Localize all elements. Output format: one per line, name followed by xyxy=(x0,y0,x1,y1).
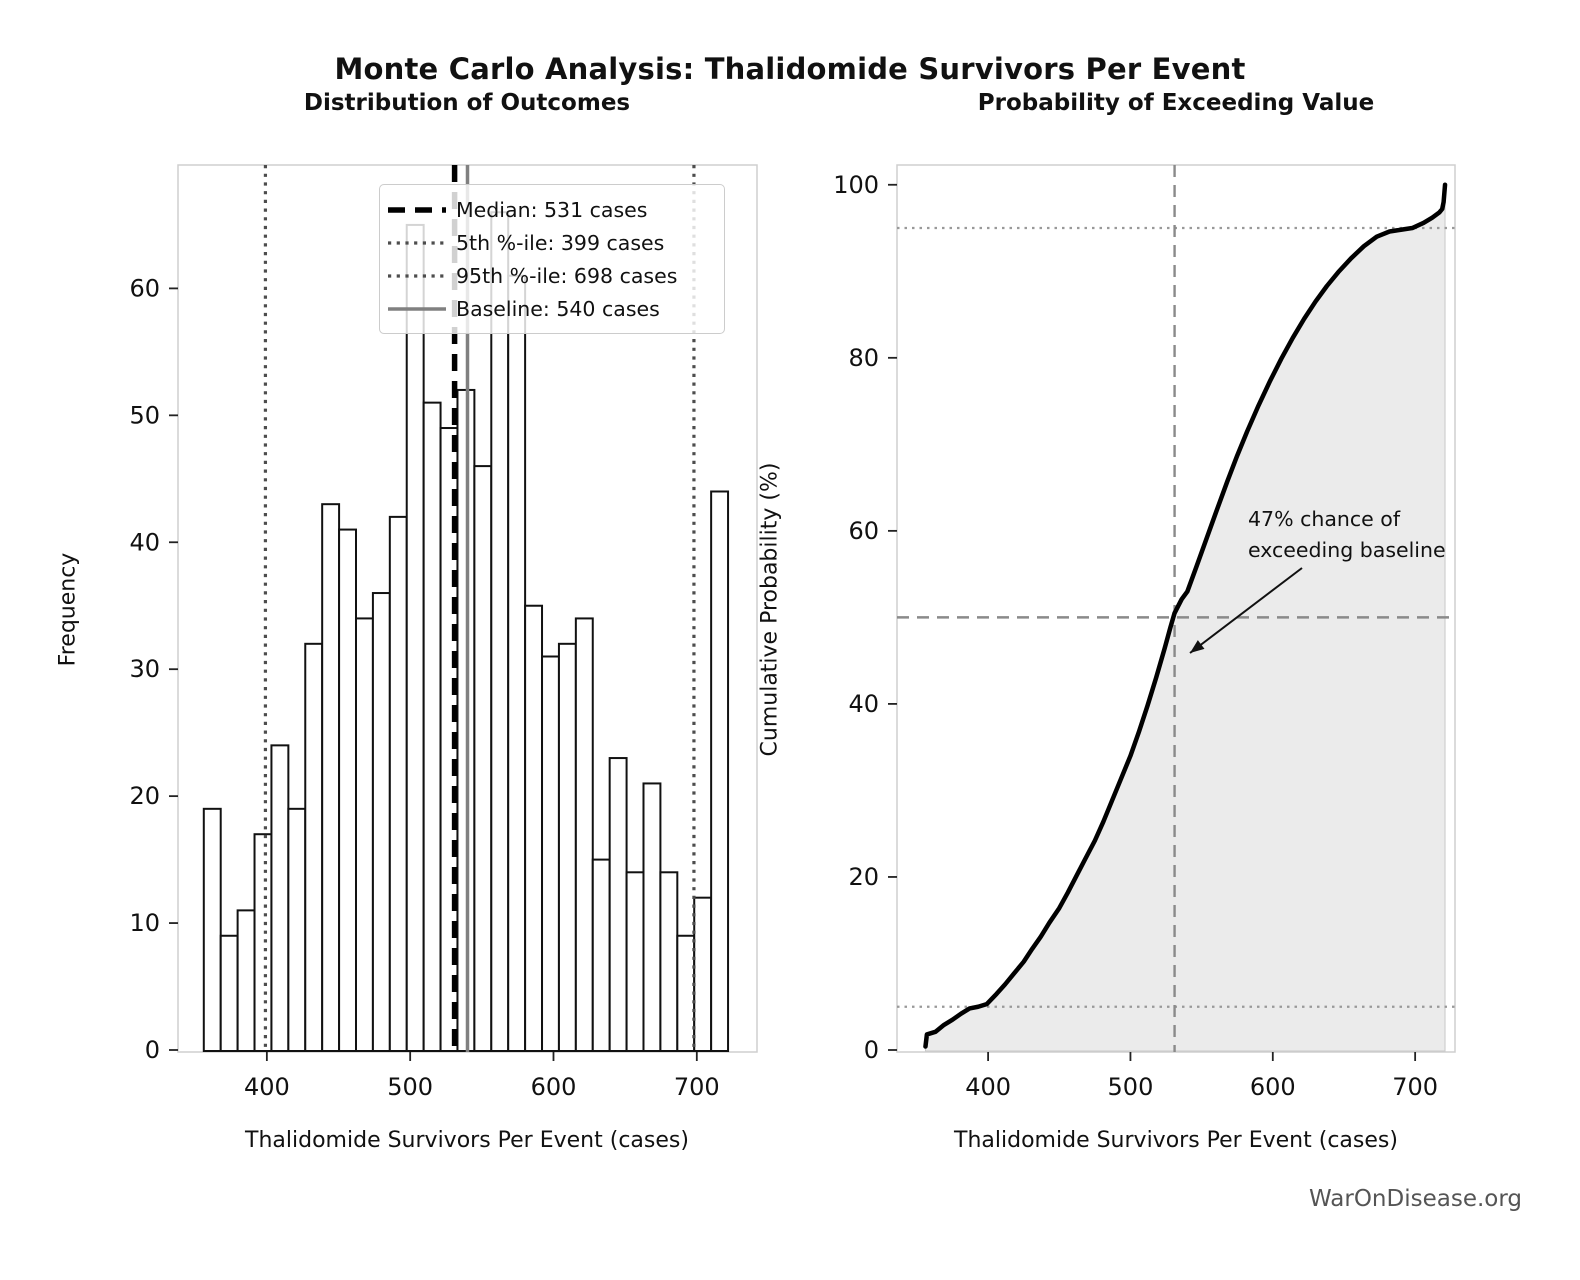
x-tick-label: 500 xyxy=(387,1073,434,1101)
annotation-line-2: exceeding baseline xyxy=(1248,538,1446,562)
histogram-bar xyxy=(677,936,694,1051)
cdf-xaxis-label: Thalidomide Survivors Per Event (cases) xyxy=(954,1128,1398,1153)
y-tick-label: 60 xyxy=(848,516,879,545)
histogram-bar xyxy=(255,834,272,1051)
legend-label: Median: 531 cases xyxy=(456,197,648,222)
histogram-bar xyxy=(221,936,238,1051)
legend xyxy=(379,184,725,334)
y-tick-label: 40 xyxy=(848,689,879,718)
legend-label: Baseline: 540 cases xyxy=(456,296,660,321)
histogram-bar xyxy=(204,809,221,1051)
histogram-bar xyxy=(711,491,728,1051)
x-tick-label: 600 xyxy=(1249,1073,1296,1101)
figure-title: Monte Carlo Analysis: Thalidomide Survivors Per Event xyxy=(334,52,1246,86)
histogram-bar xyxy=(238,910,255,1051)
histogram-bar xyxy=(390,517,407,1051)
x-tick-label: 400 xyxy=(243,1073,290,1101)
y-tick-label: 10 xyxy=(129,909,160,938)
legend-item-baseline xyxy=(388,292,714,325)
cdf-yaxis-label: Cumulative Probability (%) xyxy=(757,462,783,757)
legend-item-p95 xyxy=(388,259,714,292)
histogram-bar xyxy=(627,872,644,1051)
histogram-xaxis-label: Thalidomide Survivors Per Event (cases) xyxy=(245,1128,689,1153)
histogram-bar xyxy=(491,212,508,1051)
dashed-line-icon xyxy=(388,206,446,214)
histogram-bar xyxy=(593,860,610,1051)
cdf-title: Probability of Exceeding Value xyxy=(977,90,1375,116)
x-tick-label: 500 xyxy=(1107,1073,1154,1101)
histogram-bar xyxy=(305,644,322,1051)
y-tick-label: 40 xyxy=(129,528,160,557)
histogram-bar xyxy=(508,276,525,1051)
y-tick-label: 20 xyxy=(129,782,160,811)
histogram-bar xyxy=(373,593,390,1051)
y-tick-label: 0 xyxy=(144,1036,160,1064)
x-tick-label: 400 xyxy=(965,1073,1012,1101)
histogram-bar xyxy=(288,809,305,1051)
histogram-bar xyxy=(407,225,424,1051)
legend-item-p5 xyxy=(388,226,714,259)
histogram-bar xyxy=(542,657,559,1051)
dotted-line-icon xyxy=(388,272,446,280)
y-tick-label: 60 xyxy=(129,274,160,303)
x-tick-label: 700 xyxy=(673,1073,720,1101)
histogram-bar xyxy=(643,783,660,1051)
histogram-bar xyxy=(694,898,711,1051)
histogram-bar xyxy=(576,618,593,1051)
histogram-yaxis-label: Frequency xyxy=(55,552,81,667)
solid-line-icon xyxy=(388,305,446,313)
histogram-bar xyxy=(660,872,677,1051)
histogram-title: Distribution of Outcomes xyxy=(303,90,631,116)
y-tick-label: 50 xyxy=(129,401,160,430)
histogram-bar xyxy=(610,758,627,1051)
y-tick-label: 80 xyxy=(848,343,879,372)
histogram-bar xyxy=(271,745,288,1051)
histogram-bar xyxy=(424,403,441,1051)
legend-label: 95th %-ile: 698 cases xyxy=(456,263,678,288)
x-tick-label: 600 xyxy=(530,1073,577,1101)
histogram-bar xyxy=(525,606,542,1051)
y-tick-label: 0 xyxy=(863,1036,879,1064)
y-tick-label: 100 xyxy=(833,170,879,199)
watermark: WarOnDisease.org xyxy=(1309,1186,1522,1212)
histogram-bar xyxy=(339,530,356,1051)
y-tick-label: 20 xyxy=(848,862,879,891)
histogram-bar xyxy=(559,644,576,1051)
dotted-line-icon xyxy=(388,239,446,247)
histogram-bar xyxy=(322,504,339,1051)
y-tick-label: 30 xyxy=(129,655,160,684)
legend-item-median xyxy=(388,193,714,226)
cdf-annotation xyxy=(1248,504,1446,566)
histogram-bar xyxy=(356,618,373,1051)
x-tick-label: 700 xyxy=(1392,1073,1439,1101)
histogram-bar xyxy=(474,466,491,1051)
legend-label: 5th %-ile: 399 cases xyxy=(456,230,665,255)
annotation-line-1: 47% chance of xyxy=(1248,507,1401,531)
